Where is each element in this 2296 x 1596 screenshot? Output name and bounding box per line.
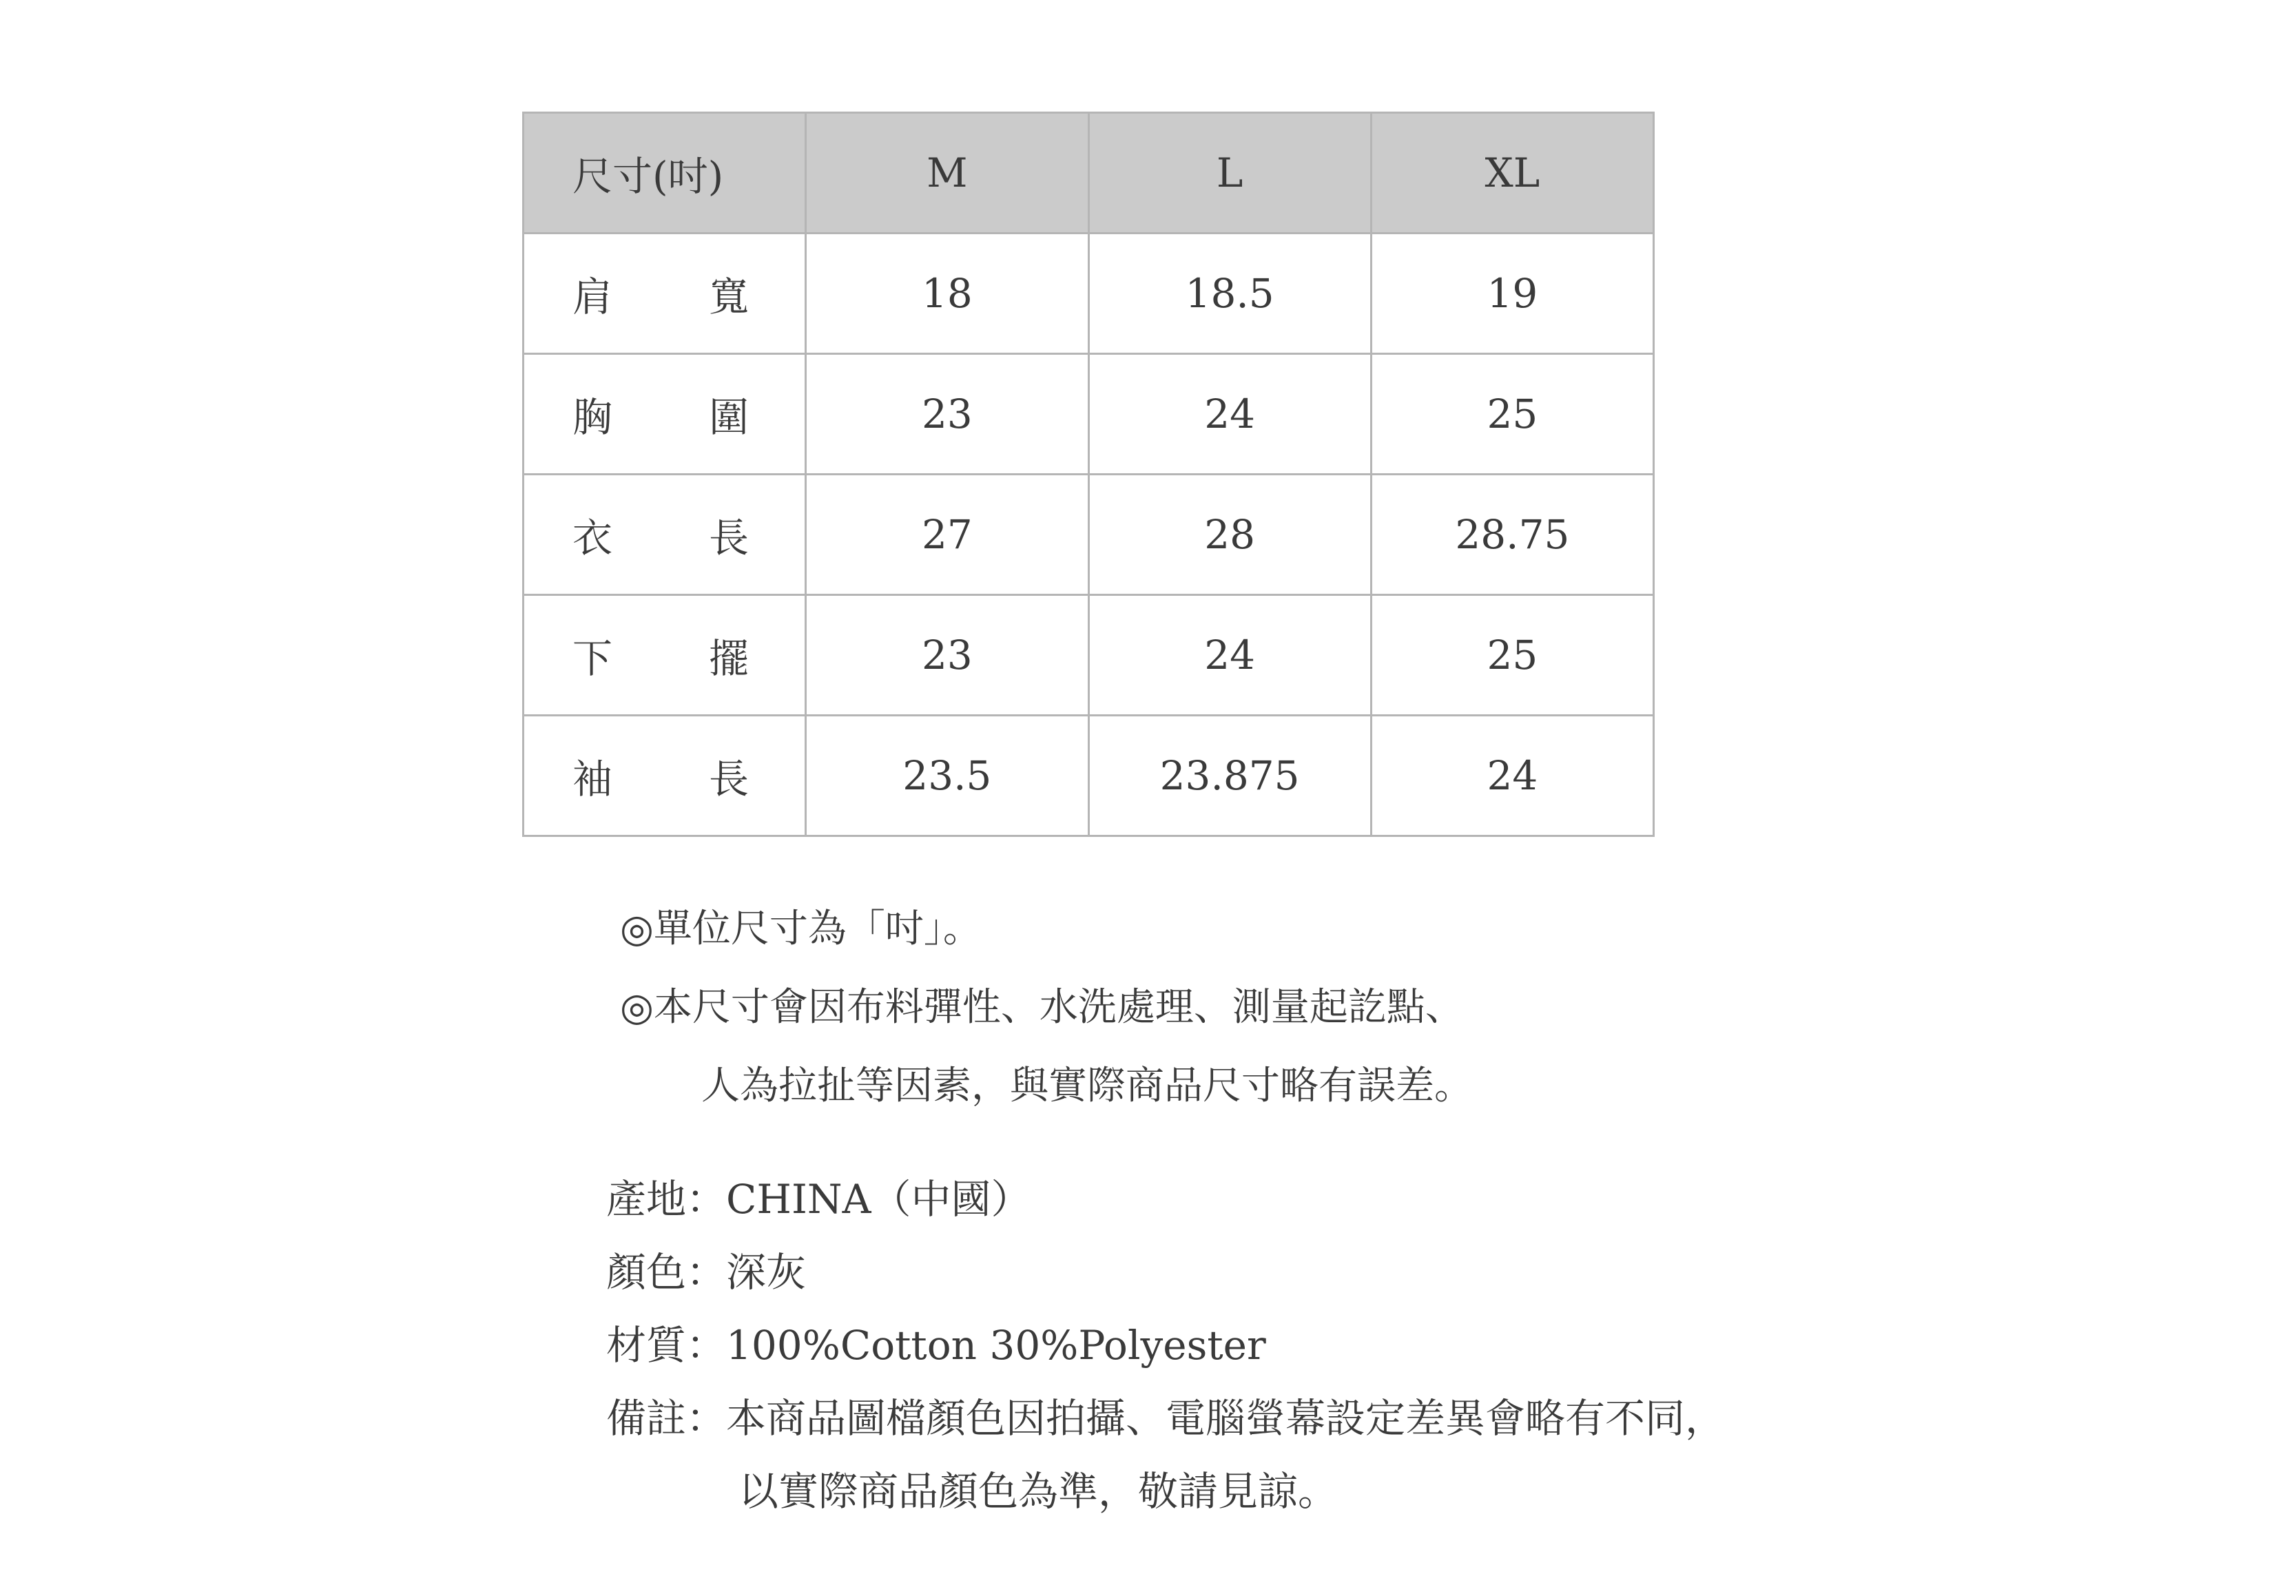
header-cell-m: M — [806, 113, 1088, 234]
size-notes — [620, 890, 1473, 1126]
row-label-hem: 下 擺 — [524, 595, 806, 716]
row-label-chest: 胸 圍 — [524, 354, 806, 475]
table-cell: 27 — [806, 475, 1088, 595]
table-row — [524, 595, 1654, 716]
note-measurement-variance: ◎本尺寸會因布料彈性、水洗處理、測量起訖點、 — [620, 985, 1464, 1030]
color-line: 顏色：深灰 — [606, 1249, 807, 1296]
table-row — [524, 475, 1654, 595]
table-cell: 18.5 — [1088, 234, 1371, 354]
table-cell: 25 — [1371, 595, 1653, 716]
table-row — [524, 716, 1654, 836]
table-cell: 24 — [1371, 716, 1653, 836]
table-row — [524, 234, 1654, 354]
size-chart-table — [522, 112, 1655, 837]
table-cell: 28.75 — [1371, 475, 1653, 595]
table-cell: 23.5 — [806, 716, 1088, 836]
origin-line: 產地：CHINA（中國） — [606, 1176, 1031, 1223]
table-row — [524, 354, 1654, 475]
table-cell: 24 — [1088, 595, 1371, 716]
size-chart-header-row — [524, 113, 1654, 234]
row-label-shoulder: 肩 寬 — [524, 234, 806, 354]
table-cell: 19 — [1371, 234, 1653, 354]
table-cell: 23 — [806, 354, 1088, 475]
note-measurement-variance-cont: 人為拉扯等因素，與實際商品尺寸略有誤差。 — [701, 1064, 1473, 1108]
table-cell: 25 — [1371, 354, 1653, 475]
remark-line: 備註：本商品圖檔顏色因拍攝、電腦螢幕設定差異會略有不同， — [606, 1395, 1726, 1442]
remark-line-cont: 以實際商品顏色為準，敬請見諒。 — [738, 1468, 1338, 1515]
table-cell: 18 — [806, 234, 1088, 354]
row-label-length: 衣 長 — [524, 475, 806, 595]
table-cell: 23.875 — [1088, 716, 1371, 836]
product-info — [606, 1163, 1725, 1528]
header-cell-xl: XL — [1371, 113, 1653, 234]
note-unit: ◎單位尺寸為「吋」。 — [620, 906, 982, 951]
row-label-sleeve: 袖 長 — [524, 716, 806, 836]
table-cell: 28 — [1088, 475, 1371, 595]
header-cell-l: L — [1088, 113, 1371, 234]
table-cell: 24 — [1088, 354, 1371, 475]
header-cell-size-unit: 尺寸(吋) — [524, 113, 806, 234]
material-line: 材質：100%Cotton 30%Polyester — [606, 1322, 1266, 1369]
table-cell: 23 — [806, 595, 1088, 716]
